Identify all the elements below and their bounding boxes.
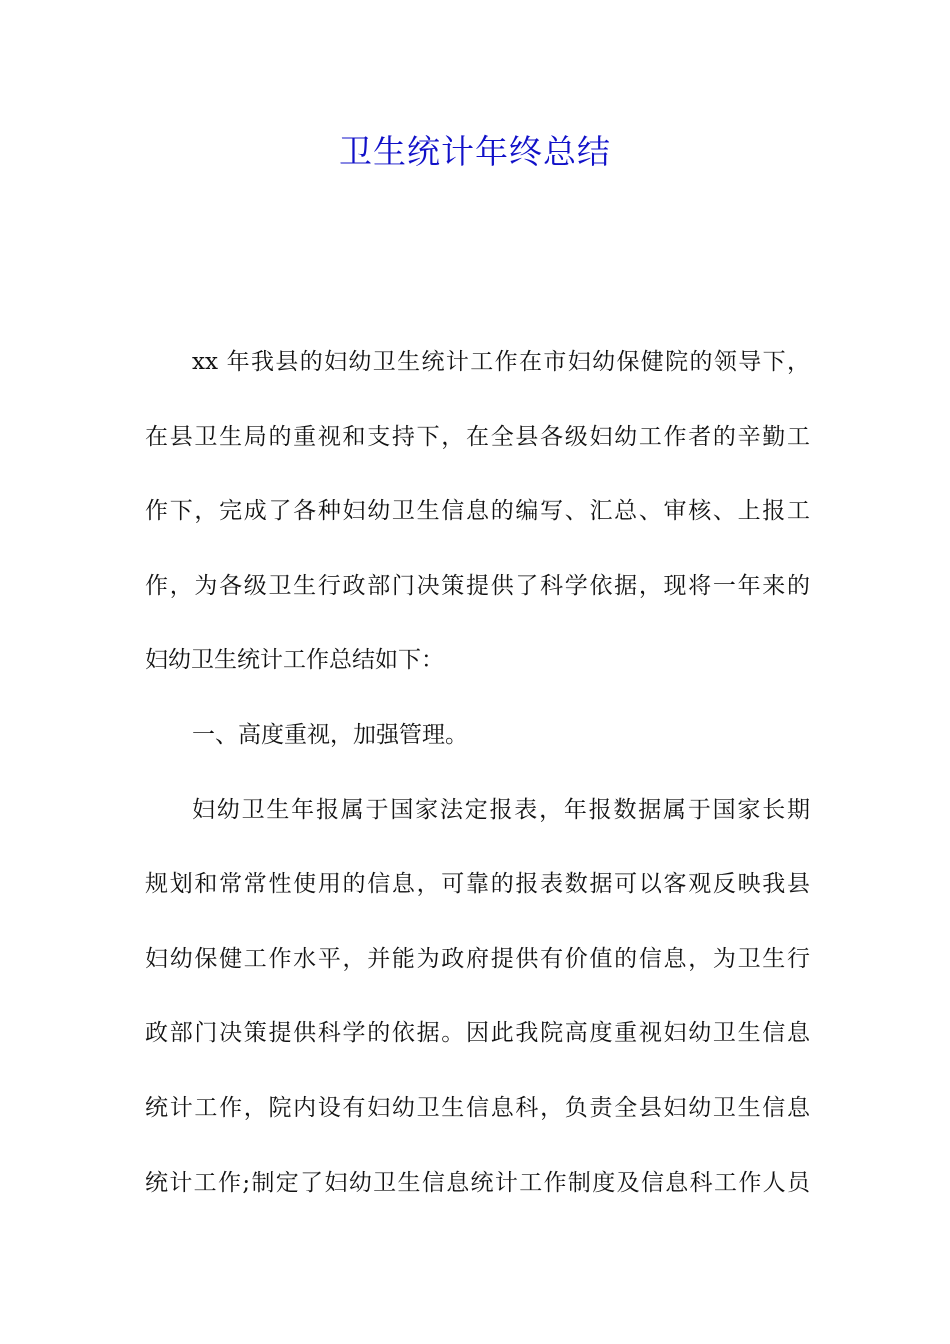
- paragraph-line: 在县卫生局的重视和支持下，在全县各级妇幼工作者的辛勤工: [145, 423, 810, 450]
- document-body: [145, 338, 810, 1233]
- document-title: 卫生统计年终总结: [339, 132, 611, 171]
- paragraph-line: 妇幼保健工作水平，并能为政府提供有价值的信息，为卫生行: [145, 945, 810, 972]
- paragraph-line: 政部门决策提供科学的依据。因此我院高度重视妇幼卫生信息: [145, 1020, 810, 1047]
- paragraph-line: 妇幼卫生统计工作总结如下：: [145, 647, 444, 674]
- paragraph-line: 统计工作;制定了妇幼卫生信息统计工作制度及信息科工作人员: [145, 1169, 810, 1196]
- section-heading: 一、高度重视，加强管理。: [192, 721, 468, 748]
- paragraph-line: 作，为各级卫生行政部门决策提供了科学依据，现将一年来的: [145, 572, 810, 599]
- paragraph-line: 妇幼卫生年报属于国家法定报表，年报数据属于国家长期: [192, 796, 810, 823]
- paragraph-line: 规划和常常性使用的信息，可靠的报表数据可以客观反映我县: [145, 871, 810, 898]
- paragraph-line: xx 年我县的妇幼卫生统计工作在市妇幼保健院的领导下，: [192, 349, 810, 375]
- paragraph-line: 统计工作，院内设有妇幼卫生信息科，负责全县妇幼卫生信息: [145, 1094, 810, 1121]
- paragraph-line: 作下，完成了各种妇幼卫生信息的编写、汇总、审核、上报工: [145, 498, 810, 525]
